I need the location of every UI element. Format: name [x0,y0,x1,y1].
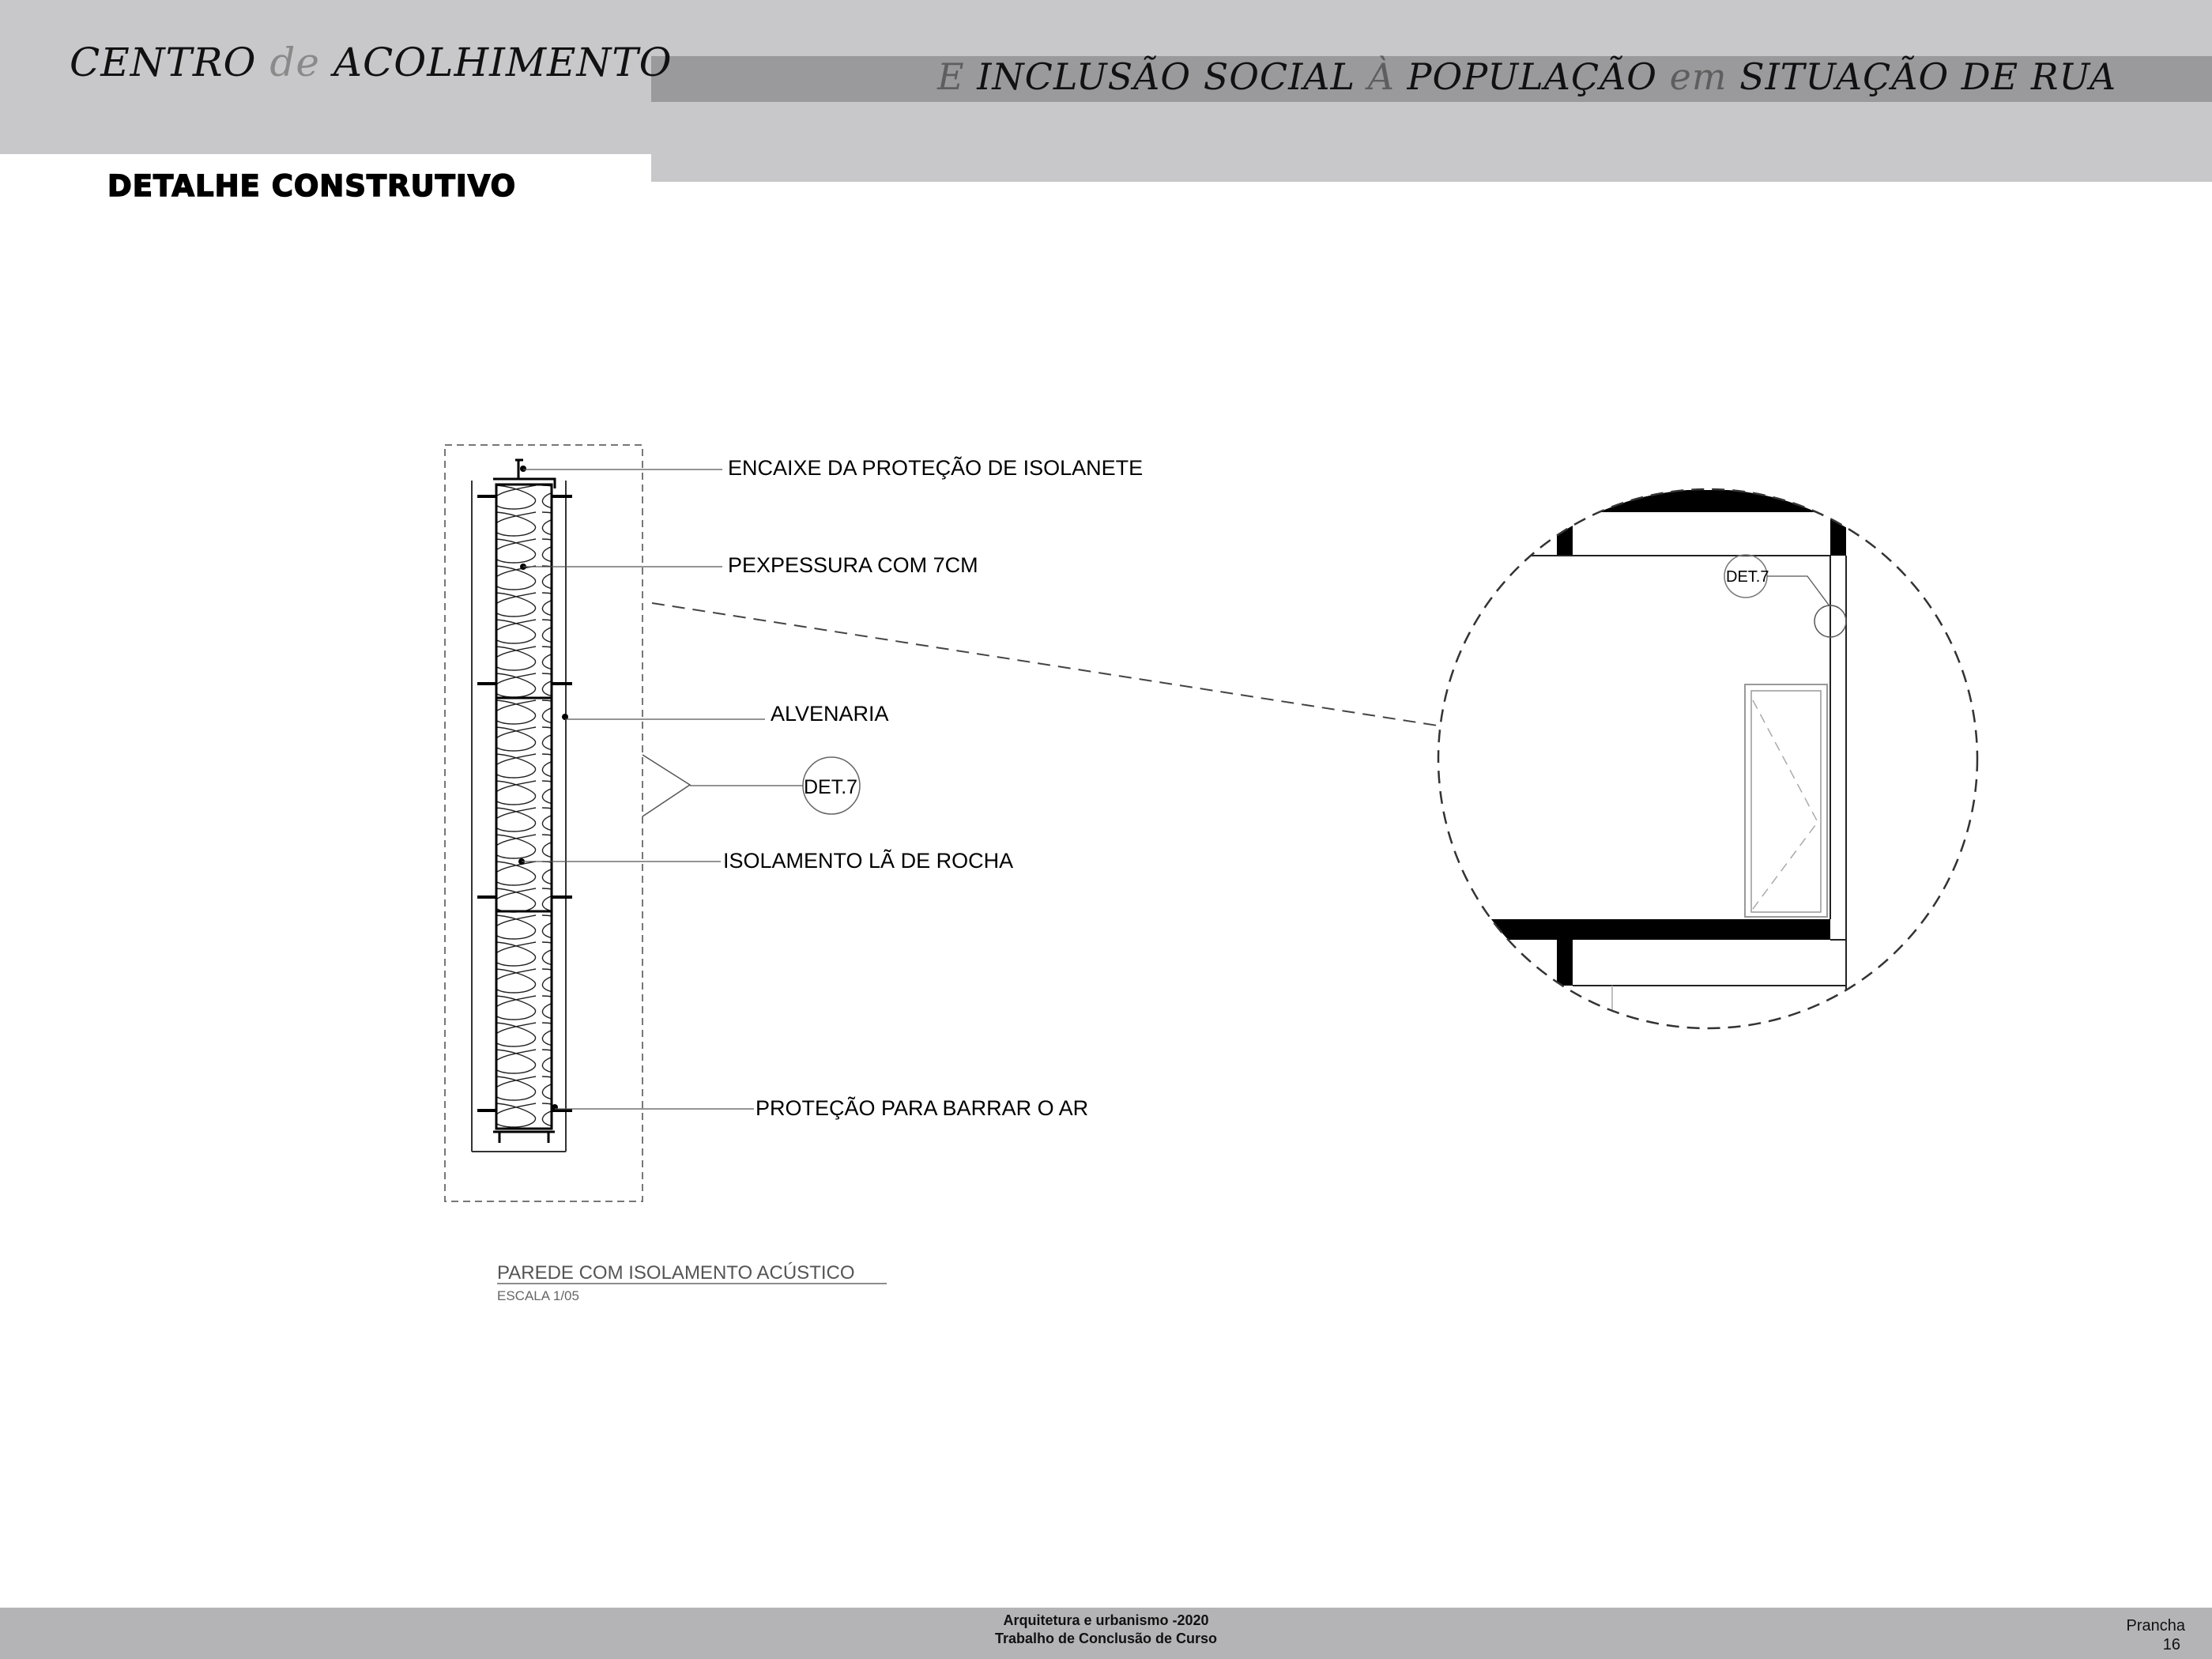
leader-dot [552,1104,558,1110]
door-frame [1751,691,1821,912]
label-encaixe: ENCAIXE DA PROTEÇÃO DE ISOLANETE [728,456,1144,480]
title-word: em [1669,55,1728,98]
slab-bottom [1423,919,1830,940]
title-word: de [269,40,321,85]
title-word: À [1367,55,1395,98]
footer-course: Arquitetura e urbanismo -2020 [1003,1612,1209,1628]
column [1557,940,1573,986]
wall-section [445,445,690,1201]
title-word: POPULAÇÃO [1407,55,1658,98]
detail-tag-label: DET.7 [804,776,858,798]
column [1830,512,1846,556]
caption-title: PAREDE COM ISOLAMENTO ACÚSTICO [497,1262,855,1284]
wall-caption [497,1262,887,1303]
caption-scale: ESCALA 1/05 [497,1288,579,1303]
leader-line [1767,576,1830,607]
title-word: SITUAÇÃO DE RUA [1739,55,2117,98]
sheet-label: Prancha [2126,1617,2185,1634]
fastener [520,466,526,472]
footer-bar [0,1608,2212,1659]
footer-subtitle: Trabalho de Conclusão de Curso [994,1631,1218,1646]
break-mark [642,755,690,816]
door-swing [1753,700,1818,909]
zoom-circle [1438,489,1977,1028]
insulation-panel [496,911,552,1129]
section-title: DETALHE CONSTRUTIVO [107,169,517,203]
title-word: ACOLHIMENTO [333,40,673,85]
slab-top [1423,490,1833,512]
insulation-panel [496,698,552,911]
protection-base [493,1132,555,1143]
detail-tag-label: DET.7 [1726,568,1769,586]
title-word: INCLUSÃO SOCIAL [977,55,1356,98]
wall-callouts [518,455,1143,1120]
title-word: CENTRO [70,40,257,85]
label-pexpessura: PEXPESSURA COM 7CM [728,553,978,577]
door-frame [1745,684,1827,917]
label-isolamento: ISOLAMENTO LÃ DE ROCHA [723,849,1014,873]
plan-detail-circle [1423,489,1977,1035]
insulation-panel [496,485,552,698]
title-word: E [937,55,965,98]
label-alvenaria: ALVENARIA [771,702,889,726]
sheet-number: 16 [2162,1636,2180,1653]
label-protecao: PROTEÇÃO PARA BARRAR O AR [756,1096,1089,1120]
